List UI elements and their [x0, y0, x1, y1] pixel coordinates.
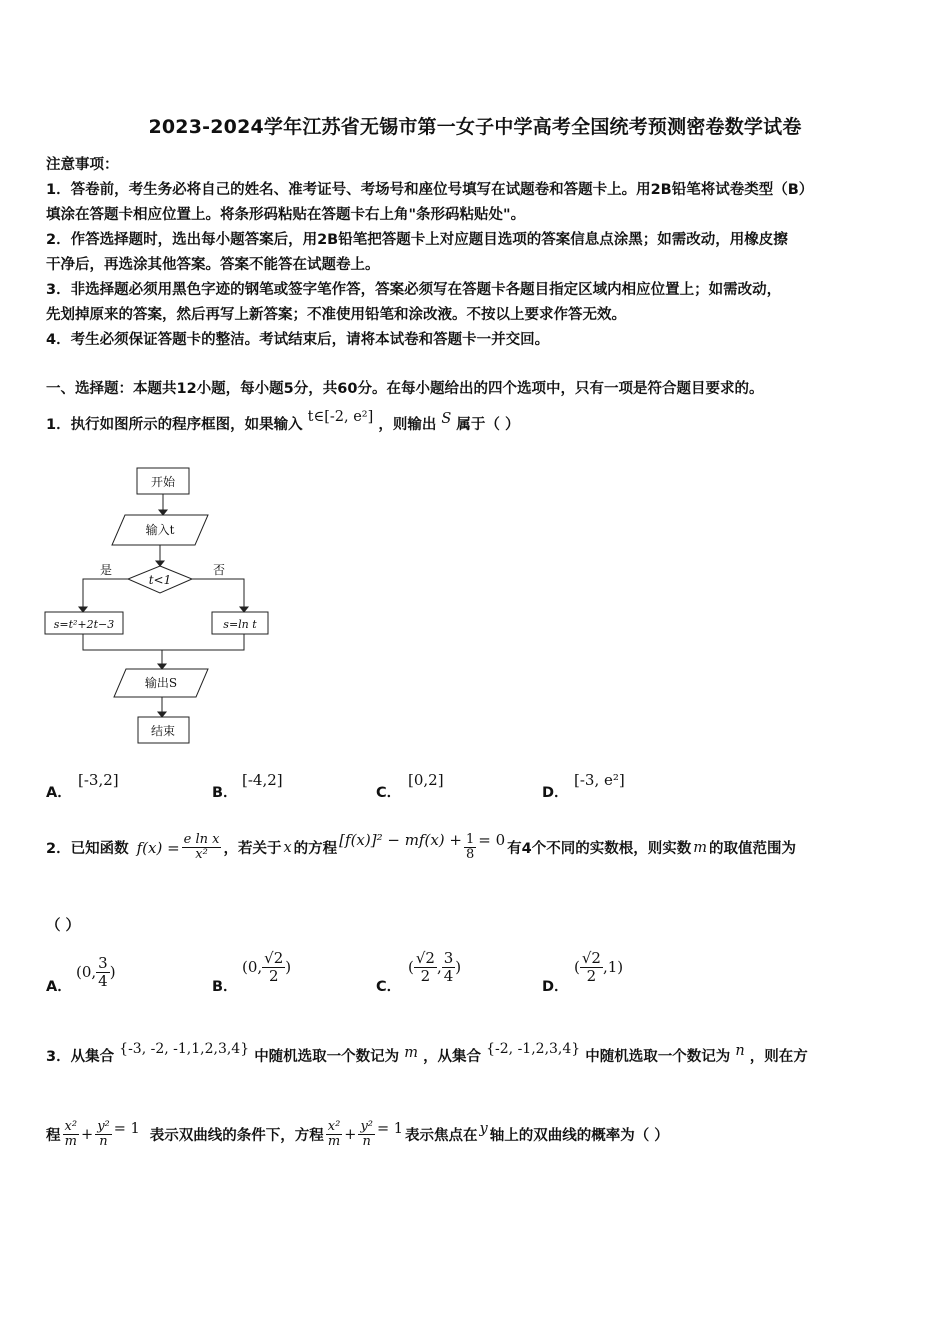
q2-eq-fraction — [464, 833, 476, 863]
q2-func-den: x² — [195, 847, 208, 863]
flow-yes-label: 是 — [99, 563, 113, 577]
q3-line2-mid2: 表示焦点在 — [405, 1128, 478, 1145]
flow-decision-label: t<1 — [148, 573, 172, 587]
q3-set1: {-3, -2, -1,1,2,3,4} — [119, 1041, 250, 1057]
notice-heading: 注意事项： — [46, 157, 119, 173]
q2-option-d-label: D． — [542, 979, 569, 995]
notice-line: 干净后，再选涂其他答案。答案不能答在试题卷上。 — [46, 257, 380, 273]
flowchart — [40, 460, 280, 750]
q1-option-c-label: C． — [376, 785, 402, 801]
q1-option-a-value: [-3,2] — [78, 771, 119, 789]
flow-start-label: 开始 — [150, 475, 176, 489]
q3-line2-prefix: 程 — [46, 1128, 61, 1145]
section-heading: 一、选择题：本题共12小题，每小题5分，共60分。在每小题给出的四个选项中，只有一项是符合题目要求的。 — [46, 381, 764, 397]
flow-end-label: 结束 — [150, 724, 176, 738]
question-2 — [46, 830, 796, 863]
q1-option-b-label: B． — [212, 785, 238, 801]
q3-prefix: 3．从集合 — [46, 1049, 115, 1065]
flow-no-label: 否 — [212, 563, 226, 577]
q3-eq2-y-fraction: $\frac{\text{y²}}{n}$ — [360, 1119, 374, 1150]
q3-eq2-x-fraction: $\frac{\text{x²}}{m}$ — [327, 1119, 341, 1150]
notice-line: 1．答卷前，考生务必将自己的姓名、准考证号、考场号和座位号填写在试题卷和答题卡上。用2B铅笔将试卷类型（B） — [46, 182, 814, 198]
q2-eq-den: 8 — [465, 847, 475, 863]
q2-eq-num: 1 — [465, 832, 475, 847]
q3-mid4: ，则在方 — [749, 1049, 808, 1065]
flow-right-label: s=ln t — [223, 618, 257, 631]
q1-option-d-value: [-3, e²] — [574, 771, 625, 789]
q1-option-a-label: A． — [46, 785, 72, 801]
q2-eq-rhs: = 0 — [478, 830, 506, 849]
flow-output-label: 输出S — [144, 676, 178, 690]
q2-option-c-label: C． — [376, 979, 402, 995]
q2-func-num: e ln x — [183, 832, 220, 847]
notice-line: 先划掉原来的答案，然后再写上新答案；不准使用铅笔和涂改液。不按以上要求作答无效。 — [46, 307, 626, 323]
q1-option-c-value: [0,2] — [408, 771, 444, 789]
q3-mid1: 中随机选取一个数记为 — [254, 1049, 400, 1065]
notice-line: 2．作答选择题时，选出每小题答案后，用2B铅笔把答题卡上对应题目选项的答案信息点涂黑；如需改动，用橡皮擦 — [46, 232, 788, 248]
q3-line2-mid: 表示双曲线的条件下，方程 — [149, 1128, 324, 1145]
q1-prefix: 1．执行如图所示的程序框图，如果输入 — [46, 417, 303, 433]
q1-option-b-value: [-4,2] — [242, 771, 283, 789]
q3-line2-suffix: 轴上的双曲线的概率为（ ） — [489, 1128, 669, 1145]
q2-option-b-value: (0, $\frac{√2}{2}$ ) — [242, 949, 292, 985]
page-title: 2023-2024学年江苏省无锡市第一女子中学高考全国统考预测密卷数学试卷 — [148, 116, 802, 138]
q2-option-a-label: A． — [46, 979, 72, 995]
q3-set2: {-2, -1,2,3,4} — [486, 1041, 581, 1057]
q2-m: m — [693, 839, 707, 856]
q1-condition: t∈[-2, e²] — [307, 409, 374, 425]
question-3 — [46, 1041, 808, 1066]
question-3-line-2: 程 $\frac{\text{x²}}{m}$ + $\frac{\text{y²}}{n}$ = 1 表示双曲线的条件下，方程 $\frac{\text{x²}}{m}$ + $\frac{\text{y²}}{n}$ = 1 表示焦点在 y 轴上的双曲线的概率为（ ） — [46, 1119, 669, 1150]
q3-eq1-y-fraction: $\frac{\text{y²}}{n}$ — [97, 1119, 110, 1150]
notice-line: 填涂在答题卡相应位置上。将条形码粘贴在答题卡右上角"条形码粘贴处"。 — [46, 207, 526, 223]
q2-option-c-value: ( $\frac{√2}{2}$ , $\frac{3}{4}$ ) — [408, 949, 462, 985]
q2-mid2: 的方程 — [293, 841, 338, 858]
flow-left-label: s=t²+2t−3 — [53, 618, 115, 631]
q2-option-b-label: B． — [212, 979, 238, 995]
q2-eq-lhs: [f(x)]² − mf(x) + — [339, 830, 462, 849]
q1-mid: ，则输出 — [378, 417, 437, 433]
notice-line: 4．考生必须保证答题卡的整洁。考试结束后，请将本试卷和答题卡一并交回。 — [46, 332, 550, 348]
q3-mid2: ，从集合 — [423, 1049, 482, 1065]
q2-prefix: 2．已知函数 — [46, 841, 129, 858]
flow-input-label: 输入t — [145, 523, 175, 537]
q1-var: S — [441, 411, 452, 427]
q3-m: m — [404, 1045, 418, 1061]
q2-option-a-value: (0, $\frac{3}{4}$ ) — [76, 954, 116, 990]
q3-mid3: 中随机选取一个数记为 — [585, 1049, 731, 1065]
q2-suffix: 有4个不同的实数根，则实数 — [507, 841, 692, 858]
q2-suffix2: 的取值范围为 — [709, 841, 796, 858]
q2-paren: （ ） — [46, 918, 81, 934]
q2-mid: ，若关于 — [223, 841, 282, 858]
q2-func-fraction — [182, 833, 222, 863]
q2-x: x — [283, 839, 292, 856]
notice-line: 3．非选择题必须用黑色字迹的钢笔或签字笔作答，答案必须写在答题卡各题目指定区域内相应位置上；如需改动， — [46, 282, 782, 298]
q3-n: n — [735, 1043, 745, 1059]
q3-y: y — [479, 1120, 488, 1137]
q2-func-lhs: f(x) = — [136, 838, 180, 857]
q1-option-d-label: D． — [542, 785, 569, 801]
q2-option-d-value: ( $\frac{√2}{2}$ ,1) — [574, 949, 624, 985]
question-1 — [46, 409, 520, 434]
q3-eq1-x-fraction: $\frac{\text{x²}}{m}$ — [64, 1119, 78, 1150]
q1-suffix: 属于（ ） — [456, 417, 520, 433]
